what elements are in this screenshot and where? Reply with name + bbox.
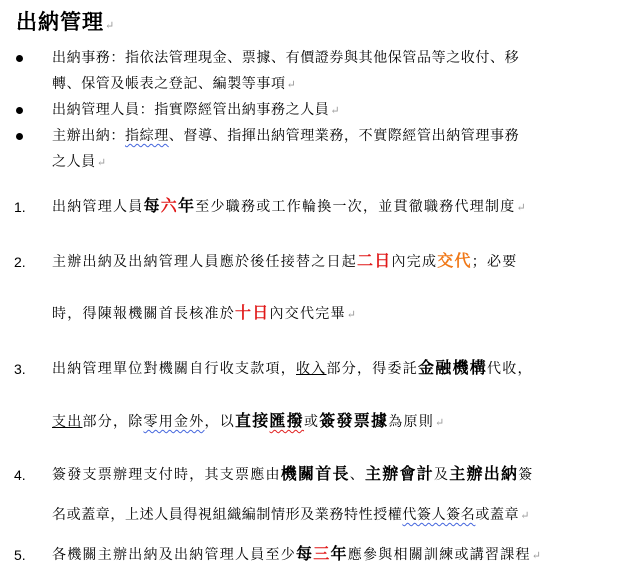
underlined-text: 支出 xyxy=(52,414,83,430)
title-text: 出納管理 xyxy=(16,9,104,34)
bullet-text: 主辦出納： xyxy=(52,128,125,144)
item-text: 或 xyxy=(304,414,320,430)
item-3-line-1 xyxy=(52,358,533,379)
item-text: 內完成 xyxy=(391,254,438,270)
item-text: 或蓋章 xyxy=(475,507,520,523)
bullet-text: 、督導、指揮出納管理業務，不實際經管出納管理事務 xyxy=(168,128,520,144)
item-text: 至少職務或工作輪換一次，並貫徹職務代理制度 xyxy=(195,199,516,215)
item-text: 為原則 xyxy=(388,414,435,430)
paragraph-mark: ↵ xyxy=(330,104,340,117)
red-emphasis-text: 二日 xyxy=(357,251,392,270)
document-title xyxy=(16,6,114,36)
item-text: 主辦出納及出納管理人員應於後任接替之日起 xyxy=(52,254,357,270)
paragraph-mark: ↵ xyxy=(435,416,445,429)
emphasis-text: 年 xyxy=(330,544,348,563)
bullet-text: 轉、保管及帳表之登記、編製等事項 xyxy=(52,76,286,92)
item-4-line-1 xyxy=(52,464,534,485)
red-emphasis-text: 三 xyxy=(313,544,331,563)
bullet-3-line-2 xyxy=(52,152,106,173)
item-text: 、 xyxy=(349,467,366,483)
paragraph-mark: ↵ xyxy=(531,549,542,562)
item-text: ，以 xyxy=(204,414,235,430)
grammar-flagged-text: 指綜理 xyxy=(125,128,169,144)
bullet-dot xyxy=(16,107,23,114)
list-number: 2. xyxy=(14,254,26,270)
item-text: 出納管理人員 xyxy=(52,199,144,215)
bullet-dot xyxy=(16,133,23,140)
item-text: 部分，得委託 xyxy=(326,361,418,377)
list-number: 1. xyxy=(14,199,26,215)
item-text: 出納管理單位對機關自行收支款項， xyxy=(52,361,296,377)
bullet-3-line-1 xyxy=(52,126,519,146)
emphasis-text: 主辦出納 xyxy=(449,464,519,483)
item-text: 代收， xyxy=(487,361,533,377)
emphasis-text: 直接 xyxy=(235,411,270,430)
list-number: 4. xyxy=(14,467,26,483)
item-3-line-2 xyxy=(52,411,444,433)
item-text: 內交代完畢 xyxy=(269,306,346,322)
underlined-text: 收入 xyxy=(296,361,327,377)
item-text: 簽發支票辦理支付時，其支票應由 xyxy=(52,467,281,483)
item-1-line-1 xyxy=(52,196,526,218)
orange-emphasis-text: 交代 xyxy=(437,251,472,270)
item-text: 應參與相關訓練或講習課程 xyxy=(347,547,531,563)
item-text: 時，得陳報機關首長核准於 xyxy=(52,306,235,322)
emphasis-text: 每 xyxy=(143,196,161,215)
bullet-text: 出納管理人員：指實際經管出納事務之人員 xyxy=(52,102,330,118)
bullet-1-line-1 xyxy=(52,48,519,68)
item-5-line-1 xyxy=(52,544,541,566)
item-text: 名或蓋章，上述人員得視組織編制情形及業務特性授權 xyxy=(52,507,403,523)
paragraph-mark: ↵ xyxy=(286,78,296,91)
paragraph-mark: ↵ xyxy=(516,201,526,214)
item-2-line-2 xyxy=(52,303,356,325)
bullet-text: 之人員 xyxy=(52,154,96,170)
paragraph-mark: ↵ xyxy=(346,308,356,321)
item-4-line-2 xyxy=(52,505,529,526)
grammar-flagged-text: 代簽人簽名 xyxy=(402,507,476,523)
bullet-dot xyxy=(16,55,23,62)
list-number: 3. xyxy=(14,361,26,377)
emphasis-text: 簽發票據 xyxy=(319,411,389,430)
spelling-flagged-text: 匯撥 xyxy=(269,411,305,430)
emphasis-text: 主辦會計 xyxy=(365,464,435,483)
paragraph-mark: ↵ xyxy=(105,19,115,32)
paragraph-mark: ↵ xyxy=(520,509,530,522)
paragraph-mark: ↵ xyxy=(96,156,107,169)
item-text: 簽 xyxy=(518,467,534,483)
bullet-text: 出納事務：指依法管理現金、票據、有價證券與其他保管品等之收付、移 xyxy=(52,50,520,66)
emphasis-text: 年 xyxy=(178,196,196,215)
item-text: 各機關主辦出納及出納管理人員至少 xyxy=(52,547,296,563)
bullet-1-line-2 xyxy=(52,74,296,95)
item-text: ；必要 xyxy=(471,254,518,270)
emphasis-text: 金融機構 xyxy=(418,358,488,377)
emphasis-text: 機關首長 xyxy=(280,464,350,483)
bullet-2-line-1 xyxy=(52,100,340,121)
list-number: 5. xyxy=(14,547,26,563)
item-text: 部分，除 xyxy=(82,414,144,430)
item-2-line-1 xyxy=(52,251,518,272)
grammar-flagged-text: 零用金外 xyxy=(143,414,205,430)
emphasis-text: 每 xyxy=(296,544,314,563)
red-emphasis-text: 六 xyxy=(160,196,179,215)
red-emphasis-text: 十日 xyxy=(235,303,270,322)
item-text: 及 xyxy=(434,467,450,483)
